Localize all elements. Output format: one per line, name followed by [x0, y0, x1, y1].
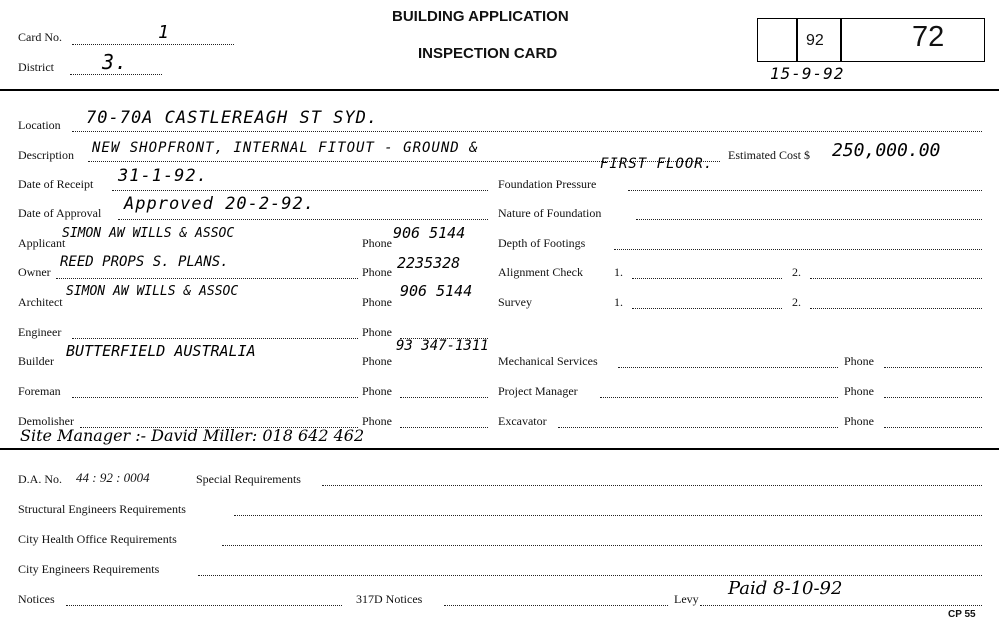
survey-label: Survey — [498, 295, 532, 309]
location-value: 70-70A CASTLEREAGH ST SYD. — [86, 108, 379, 128]
district-label: District — [18, 60, 54, 74]
builder-value: BUTTERFIELD AUSTRALIA — [66, 342, 256, 360]
applicant-label: Applicant — [18, 236, 66, 250]
levy-label: Levy — [674, 592, 699, 606]
demolisher-phone-label: Phone — [362, 414, 392, 428]
city-engineers-line — [198, 575, 982, 576]
builder-label: Builder — [18, 354, 54, 368]
survey-line-2 — [810, 308, 982, 309]
foreman-phone-line — [400, 397, 488, 398]
demolisher-label: Demolisher — [18, 414, 74, 428]
mechanical-line — [618, 367, 838, 368]
notices-line — [66, 605, 342, 606]
foreman-phone-label: Phone — [362, 384, 392, 398]
site-manager-note: Site Manager :- David Miller: 018 642 462 — [20, 426, 365, 445]
excavator-phone-line — [884, 427, 982, 428]
description-label: Description — [18, 148, 74, 162]
health-label: City Health Office Requirements — [18, 532, 177, 546]
alignment-line-1 — [632, 278, 782, 279]
project-manager-phone-label: Phone — [844, 384, 874, 398]
handwritten-date: 15-9-92 — [770, 64, 845, 83]
estimated-cost-value: 250,000.00 — [832, 140, 941, 161]
da-no-value: 44 : 92 : 0004 — [76, 470, 150, 485]
date-approval-line — [118, 219, 488, 220]
location-line — [72, 131, 982, 132]
owner-phone-value: 2235328 — [397, 254, 461, 272]
foundation-pressure-label: Foundation Pressure — [498, 177, 597, 191]
project-manager-line — [600, 397, 838, 398]
mechanical-phone-line — [884, 367, 982, 368]
architect-label: Architect — [18, 295, 63, 309]
builder-phone-label: Phone — [362, 354, 392, 368]
date-approval-value: Approved 20-2-92. — [124, 194, 315, 214]
project-manager-phone-line — [884, 397, 982, 398]
location-label: Location — [18, 118, 61, 132]
district-line — [70, 74, 162, 75]
card-no-value: 1 — [158, 22, 170, 43]
notices-317d-line — [444, 605, 668, 606]
architect-phone-label: Phone — [362, 295, 392, 309]
depth-footings-line — [614, 249, 982, 250]
engineer-label: Engineer — [18, 325, 62, 339]
date-receipt-label: Date of Receipt — [18, 177, 94, 191]
owner-label: Owner — [18, 265, 51, 279]
depth-footings-label: Depth of Footings — [498, 236, 586, 250]
project-manager-label: Project Manager — [498, 384, 578, 398]
foreman-line — [72, 397, 358, 398]
excavator-label: Excavator — [498, 414, 547, 428]
da-no-label: D.A. No. — [18, 472, 62, 486]
applicant-value: SIMON AW WILLS & ASSOC — [62, 226, 235, 241]
card-no-line — [72, 44, 234, 45]
architect-phone-value: 906 5144 — [400, 282, 473, 300]
middle-rule — [0, 448, 999, 450]
box-year: 92 — [806, 32, 824, 49]
owner-phone-label: Phone — [362, 265, 392, 279]
special-req-label: Special Requirements — [196, 472, 301, 486]
applicant-phone-label: Phone — [362, 236, 392, 250]
engineer-line — [72, 338, 358, 339]
box-divider — [840, 19, 842, 61]
mechanical-label: Mechanical Services — [498, 354, 598, 368]
alignment-check-label: Alignment Check — [498, 265, 583, 279]
city-engineers-label: City Engineers Requirements — [18, 562, 160, 576]
notices-label: Notices — [18, 592, 55, 606]
health-line — [222, 545, 982, 546]
excavator-phone-label: Phone — [844, 414, 874, 428]
owner-value: REED PROPS S. PLANS. — [60, 254, 229, 270]
demolisher-phone-line — [400, 427, 488, 428]
header-rule — [0, 89, 999, 91]
survey-num-1: 1. — [614, 295, 623, 309]
owner-line — [56, 278, 358, 279]
description-value-2: FIRST FLOOR. — [600, 156, 714, 172]
notices-317d-label: 317D Notices — [356, 592, 423, 606]
levy-value: Paid 8-10-92 — [728, 578, 843, 599]
alignment-num-2: 2. — [792, 265, 801, 279]
engineer-phone-label: Phone — [362, 325, 392, 339]
date-receipt-value: 31-1-92. — [118, 166, 208, 186]
excavator-line — [558, 427, 838, 428]
box-divider — [796, 19, 798, 61]
foundation-pressure-line — [628, 190, 982, 191]
title-line-1: BUILDING APPLICATION — [392, 8, 569, 25]
mechanical-phone-label: Phone — [844, 354, 874, 368]
survey-num-2: 2. — [792, 295, 801, 309]
date-receipt-line — [112, 190, 488, 191]
nature-foundation-line — [636, 219, 982, 220]
foreman-label: Foreman — [18, 384, 61, 398]
alignment-num-1: 1. — [614, 265, 623, 279]
levy-line — [700, 605, 982, 606]
form-code: CP 55 — [948, 609, 976, 620]
survey-line-1 — [632, 308, 782, 309]
estimated-cost-label: Estimated Cost $ — [728, 148, 810, 162]
card-number-box — [757, 18, 985, 62]
district-value: 3. — [102, 50, 129, 74]
alignment-line-2 — [810, 278, 982, 279]
nature-foundation-label: Nature of Foundation — [498, 206, 602, 220]
architect-value: SIMON AW WILLS & ASSOC — [66, 284, 239, 299]
card-no-label: Card No. — [18, 30, 62, 44]
title-line-2: INSPECTION CARD — [418, 45, 558, 62]
builder-phone-value: 93 347-1311 — [396, 338, 489, 354]
box-number: 72 — [912, 21, 945, 53]
special-req-line — [322, 485, 982, 486]
description-value: NEW SHOPFRONT, INTERNAL FITOUT - GROUND & — [92, 140, 479, 156]
date-approval-label: Date of Approval — [18, 206, 102, 220]
applicant-phone-value: 906 5144 — [393, 224, 466, 242]
structural-line — [234, 515, 982, 516]
structural-label: Structural Engineers Requirements — [18, 502, 186, 516]
